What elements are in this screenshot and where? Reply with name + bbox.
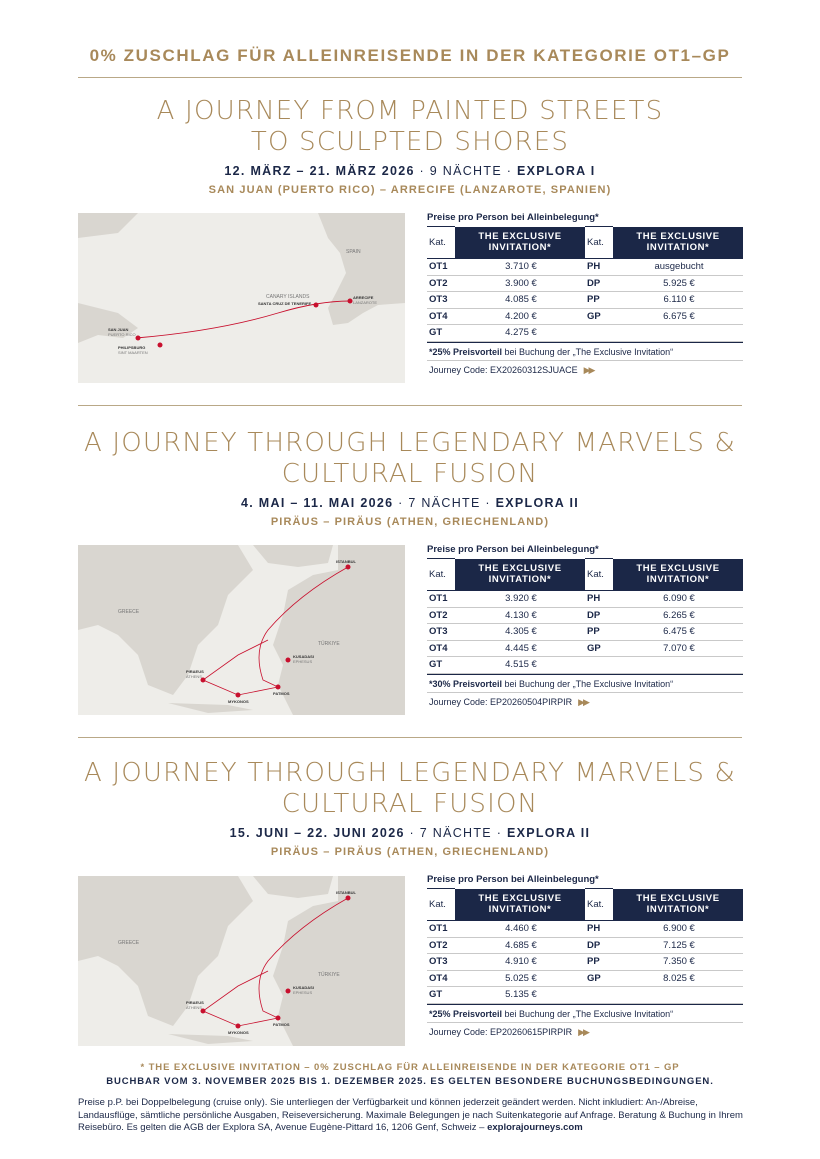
journey-code[interactable]: Journey Code: EP20260504PIRPIR ▶▶ <box>429 696 588 707</box>
invitation-header: THE EXCLUSIVE INVITATION* <box>613 559 743 591</box>
table-row: OT3 4.085 € PP 6.110 € <box>427 292 743 309</box>
kat-header: Kat. <box>585 889 613 921</box>
kat-header: Kat. <box>585 559 613 591</box>
title-line-1: A JOURNEY FROM PAINTED STREETS <box>156 96 664 126</box>
title-line-1: A JOURNEY THROUGH LEGENDARY MARVELS & <box>83 758 737 788</box>
invitation-header: THE EXCLUSIVE INVITATION* <box>455 559 585 591</box>
map-label: ARRECIFE <box>353 295 374 300</box>
journey-3-header <box>0 758 820 858</box>
kat-header: Kat. <box>585 227 613 259</box>
port-marker <box>346 565 351 570</box>
table-row: OT1 4.460 € PH 6.900 € <box>427 921 743 938</box>
journey-title <box>0 758 820 820</box>
aegean-map <box>78 876 405 1046</box>
port-marker <box>314 303 319 308</box>
discount-note: *30% Preisvorteil bei Buchung der „The Exclusive Invitation“ <box>427 674 743 693</box>
ship-name: EXPLORA II <box>506 826 591 840</box>
top-banner: 0% ZUSCHLAG FÜR ALLEINREISENDE IN DER KATEGORIE OT1–GP <box>89 46 731 65</box>
port-marker <box>286 658 291 663</box>
table-row: OT4 5.025 € GP 8.025 € <box>427 970 743 987</box>
table-row: OT1 3.710 € PH ausgebucht <box>427 259 743 276</box>
route: PIRÄUS – PIRÄUS (ATHEN, GRIECHENLAND) <box>270 516 550 528</box>
title-line-2: TO SCULPTED SHORES <box>250 127 570 157</box>
invitation-header: THE EXCLUSIVE INVITATION* <box>455 227 585 259</box>
table-row: OT3 4.910 € PP 7.350 € <box>427 954 743 971</box>
map-label: GREECE <box>118 940 140 946</box>
map-label: CANARY ISLANDS <box>266 294 310 300</box>
route: PIRÄUS – PIRÄUS (ATHEN, GRIECHENLAND) <box>270 846 550 858</box>
map-label: KUSADASI <box>293 985 314 990</box>
map-label: PIRAEUS <box>186 669 204 674</box>
double-chevron-right-icon: ▶▶ <box>578 1026 588 1037</box>
journey-code[interactable]: Journey Code: EX20260312SJUACE ▶▶ <box>429 364 594 375</box>
invitation-header: THE EXCLUSIVE INVITATION* <box>455 889 585 921</box>
map-label: EPHESUS <box>293 990 313 995</box>
port-marker <box>276 1016 281 1021</box>
table-row: GT 5.135 € <box>427 987 743 1004</box>
journey-dates <box>0 164 820 178</box>
divider <box>78 737 742 738</box>
nights: · 9 NÄCHTE · <box>419 164 513 178</box>
invitation-header: THE EXCLUSIVE INVITATION* <box>613 889 743 921</box>
footer-booking-line: BUCHBAR VOM 3. NOVEMBER 2025 BIS 1. DEZEMBER 2025. ES GELTEN BESONDERE BUCHUNGSBEDINGUNGEN. <box>106 1076 714 1087</box>
discount-note: *25% Preisvorteil bei Buchung der „The Exclusive Invitation“ <box>427 342 743 361</box>
map-label: MYKONOS <box>228 699 249 704</box>
price-table <box>427 558 743 674</box>
ship-name: EXPLORA II <box>495 496 579 510</box>
map-label: PUERTO RICO <box>108 332 136 337</box>
map-label: SPAIN <box>346 249 361 255</box>
port-marker <box>286 989 291 994</box>
map-label: SINT MAARTEN <box>118 350 148 355</box>
map-label: ATHENS <box>186 1005 202 1010</box>
map-label: ISTANBUL <box>336 559 356 564</box>
port-marker <box>136 336 141 341</box>
atlantic-map <box>78 213 405 383</box>
map-label: PHILIPSBURG <box>118 345 146 350</box>
journey-2-header <box>0 428 820 528</box>
table-row: OT3 4.305 € PP 6.475 € <box>427 624 743 641</box>
date-range: 15. JUNI – 22. JUNI 2026 <box>229 826 405 840</box>
title-line-2: CULTURAL FUSION <box>281 789 539 819</box>
journey-title <box>0 96 820 158</box>
price-caption: Preise pro Person bei Alleinbelegung* <box>427 874 599 885</box>
port-marker <box>236 1024 241 1029</box>
port-marker <box>348 299 353 304</box>
table-row: OT2 4.685 € DP 7.125 € <box>427 937 743 954</box>
table-row: OT1 3.920 € PH 6.090 € <box>427 591 743 608</box>
journey-3-prices <box>427 874 743 1038</box>
kat-header: Kat. <box>427 559 455 591</box>
map-label: EPHESUS <box>293 659 313 664</box>
map-label: GREECE <box>118 609 140 615</box>
discount-note: *25% Preisvorteil bei Buchung der „The Exclusive Invitation“ <box>427 1004 743 1023</box>
title-line-2: CULTURAL FUSION <box>281 459 539 489</box>
table-row: OT2 3.900 € DP 5.925 € <box>427 275 743 292</box>
website-link[interactable]: explorajourneys.com <box>487 1122 583 1133</box>
map-label: TÜRKIYE <box>318 641 340 647</box>
ship-name: EXPLORA I <box>516 164 596 178</box>
divider <box>78 405 742 406</box>
map-label: PATMOS <box>273 691 290 696</box>
date-range: 4. MAI – 11. MAI 2026 <box>240 496 394 510</box>
table-row: GT 4.275 € <box>427 325 743 342</box>
table-row: GT 4.515 € <box>427 657 743 674</box>
nights: · 7 NÄCHTE · <box>409 826 503 840</box>
nights: · 7 NÄCHTE · <box>398 496 491 510</box>
map-label: ATHENS <box>186 674 202 679</box>
double-chevron-right-icon: ▶▶ <box>583 364 594 375</box>
table-row: OT4 4.445 € GP 7.070 € <box>427 640 743 657</box>
journey-2-prices <box>427 544 743 708</box>
map-label: KUSADASI <box>293 654 314 659</box>
date-range: 12. MÄRZ – 21. MÄRZ 2026 <box>224 164 415 178</box>
port-marker <box>236 693 241 698</box>
legal-body: Preise p.P. bei Doppelbelegung (cruise only). Sie unterliegen der Verfügbarkeit und können jederzeit geändert werden. Nicht inkludiert: An-/Abreise, Landausflüge, sämtliche persönliche Ausgaben, Reiseversicherung. Maximale Belegungen je nach Suitenkategorie auf Anfrage. Beratung & Buchung in Ihrem Reisebüro. Es gelten die AGB der Explora SA, Avenue Eugène-Pittard 16, 1206 Genf, Schweiz – <box>78 1097 743 1133</box>
kat-header: Kat. <box>427 227 455 259</box>
journey-dates <box>0 496 820 510</box>
legal-text <box>78 1097 746 1135</box>
footer-offer-line: * THE EXCLUSIVE INVITATION – 0% ZUSCHLAG FÜR ALLEINREISENDE IN DER KATEGORIE OT1 – GP <box>140 1062 680 1073</box>
port-marker <box>158 343 163 348</box>
journey-dates <box>0 826 820 840</box>
price-caption: Preise pro Person bei Alleinbelegung* <box>427 544 599 555</box>
map-label: MYKONOS <box>228 1030 249 1035</box>
journey-2-map <box>78 545 405 715</box>
journey-3-map <box>78 876 405 1046</box>
price-table <box>427 226 743 342</box>
journey-title <box>0 428 820 490</box>
map-label: PATMOS <box>273 1022 290 1027</box>
map-label: PIRAEUS <box>186 1000 204 1005</box>
map-label: SANTA CRUZ DE TENERIFE <box>258 301 312 306</box>
map-label: SAN JUAN <box>108 327 129 332</box>
map-label: ISTANBUL <box>336 890 356 895</box>
title-line-1: A JOURNEY THROUGH LEGENDARY MARVELS & <box>83 428 737 458</box>
map-label: LANZAROTE <box>353 300 378 305</box>
route: SAN JUAN (PUERTO RICO) – ARRECIFE (LANZAROTE, SPANIEN) <box>208 184 612 196</box>
aegean-map <box>78 545 405 715</box>
double-chevron-right-icon: ▶▶ <box>578 696 588 707</box>
map-label: TÜRKIYE <box>318 972 340 978</box>
price-table <box>427 888 743 1004</box>
divider <box>78 77 742 78</box>
price-caption: Preise pro Person bei Alleinbelegung* <box>427 212 599 223</box>
table-row: OT4 4.200 € GP 6.675 € <box>427 308 743 325</box>
invitation-header: THE EXCLUSIVE INVITATION* <box>613 227 743 259</box>
port-marker <box>346 896 351 901</box>
journey-code[interactable]: Journey Code: EP20260615PIRPIR ▶▶ <box>429 1026 588 1037</box>
port-marker <box>276 685 281 690</box>
kat-header: Kat. <box>427 889 455 921</box>
journey-1-header <box>0 96 820 196</box>
journey-1-prices <box>427 212 743 376</box>
table-row: OT2 4.130 € DP 6.265 € <box>427 607 743 624</box>
journey-1-map <box>78 213 405 383</box>
